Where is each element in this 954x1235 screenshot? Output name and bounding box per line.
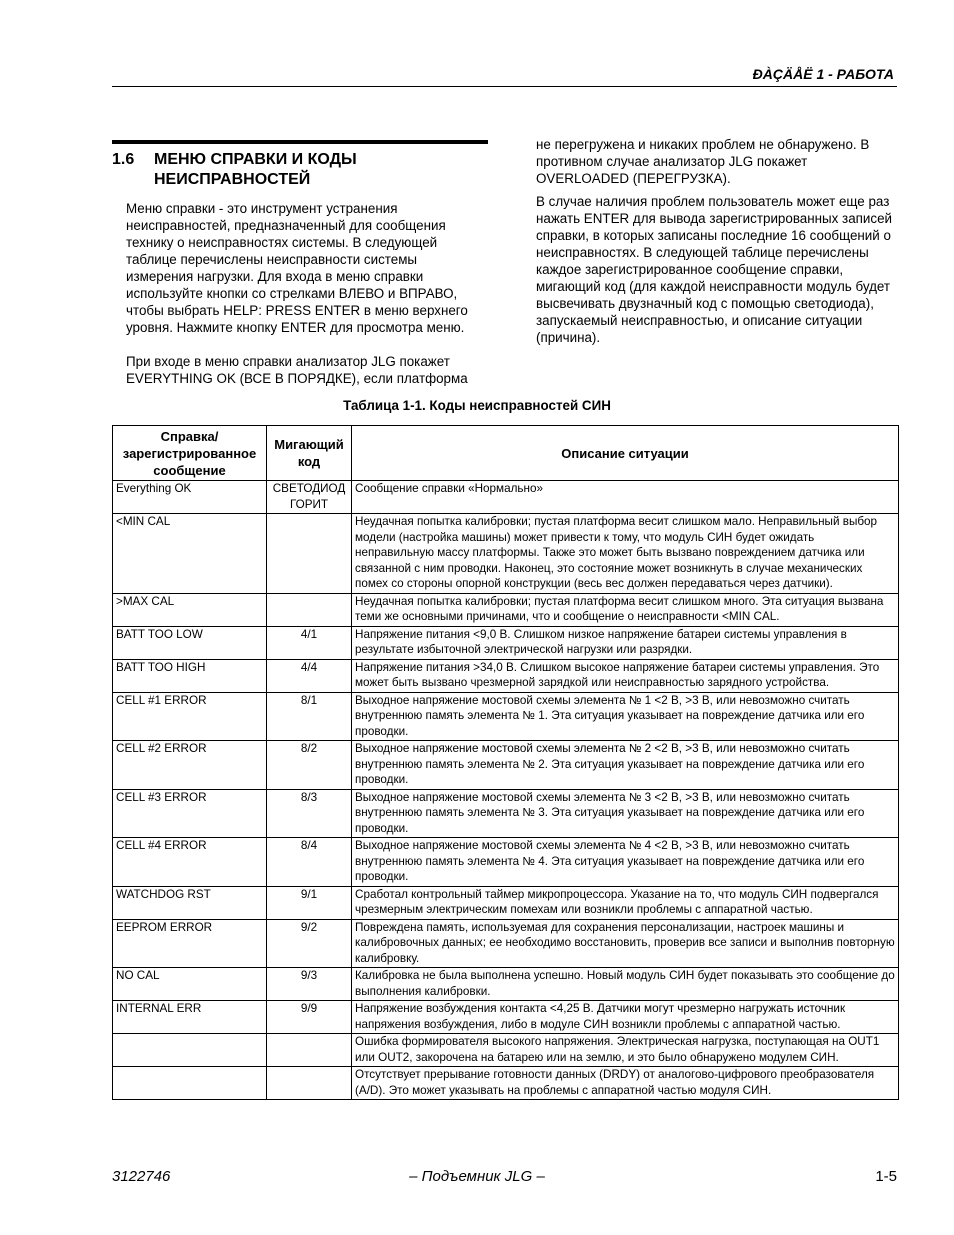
- message-cell: EEPROM ERROR: [113, 919, 267, 968]
- code-cell: 9/2: [267, 919, 352, 968]
- code-cell: 8/1: [267, 692, 352, 741]
- section-number: 1.6: [112, 151, 135, 168]
- table-row: [113, 1067, 899, 1100]
- table-row: [113, 741, 899, 790]
- table-row: [113, 1001, 899, 1034]
- message-cell: CELL #4 ERROR: [113, 838, 267, 887]
- section-title: МЕНЮ СПРАВКИ И КОДЫ НЕИСПРАВНОСТЕЙ: [154, 151, 357, 188]
- description-cell: Отсутствует прерывание готовности данных (DRDY) от аналогово-цифрового преобразователя (A/D). Это может указывать на проблемы с аппаратной частью модуля СИН.: [352, 1067, 899, 1100]
- header-rule: [112, 86, 897, 87]
- description-cell: Сработал контрольный таймер микропроцессора. Указание на то, что модуль СИН подвергался чрезмерным электрическим помехам или возникли проблемы с аппаратной частью.: [352, 886, 899, 919]
- code-cell: СВЕТОДИОД ГОРИТ: [267, 481, 352, 514]
- description-cell: Напряжение возбуждения контакта <4,25 В. Датчики могут чрезмерно нагружать источник напряжения возбуждения, либо в модуле СИН возникли проблемы с аппаратной частью.: [352, 1001, 899, 1034]
- body-paragraph: В случае наличия проблем пользователь может еще раз нажать ENTER для вывода зарегистрированных записей справки, в которых записаны последние 16 сообщений о неисправностях. В следующей таблице перечислены каждое зарегистрированное сообщение справки, мигающий код (для каждой неисправности модуль будет высвечивать двузначный код с помощью светодиода), запускаемый неисправностью, и описание ситуации (причина).: [536, 194, 892, 345]
- body-paragraph: не перегружена и никаких проблем не обнаружено. В противном случае анализатор JLG покажет OVERLOADED (ПЕРЕГРУЗКА).: [536, 137, 870, 186]
- left-column: [112, 140, 488, 387]
- table-row: [113, 692, 899, 741]
- message-cell: >MAX CAL: [113, 593, 267, 626]
- column-header-code: Мигающий код: [267, 426, 352, 481]
- description-cell: Напряжение питания <9,0 В. Слишком низкое напряжение батареи системы управления в результате избыточной электрической нагрузки или разрядки.: [352, 626, 899, 659]
- code-cell: 8/2: [267, 741, 352, 790]
- right-column: [536, 136, 898, 346]
- table-row: [113, 1034, 899, 1067]
- description-cell: Напряжение питания >34,0 В. Слишком высокое напряжение батареи системы управления. Это может быть вызвано чрезмерной зарядкой или неисправностью зарядного устройства.: [352, 659, 899, 692]
- description-cell: Выходное напряжение мостовой схемы элемента № 3 <2 В, >3 В, или невозможно считать внутреннюю память элемента № 3. Эта ситуация указывает на повреждение датчика или его проводки.: [352, 789, 899, 838]
- description-cell: Сообщение справки «Нормально»: [352, 481, 899, 514]
- code-cell: 8/4: [267, 838, 352, 887]
- table-row: [113, 789, 899, 838]
- table-row: [113, 886, 899, 919]
- table-row: [113, 514, 899, 594]
- body-paragraph: Меню справки - это инструмент устранения неисправностей, предназначенный для сообщения технику о неисправностях системы. В следующей таблице перечислены неисправности системы измерения нагрузки. Для входа в меню справки используйте кнопки со стрелками ВЛЕВО и ВПРАВО, чтобы выбрать HELP: PRESS ENTER в меню верхнего уровня. Нажмите кнопку ENTER для просмотра меню.: [126, 201, 468, 335]
- section-rule: [112, 140, 488, 144]
- message-cell: CELL #3 ERROR: [113, 789, 267, 838]
- message-cell: BATT TOO HIGH: [113, 659, 267, 692]
- description-cell: Выходное напряжение мостовой схемы элемента № 2 <2 В, >3 В, или невозможно считать внутреннюю память элемента № 2. Эта ситуация указывает на повреждение датчика или его проводки.: [352, 741, 899, 790]
- body-paragraph: При входе в меню справки анализатор JLG покажет EVERYTHING OK (ВСЕ В ПОРЯДКЕ), если платформа: [126, 354, 468, 386]
- code-cell: [267, 1034, 352, 1067]
- code-cell: [267, 593, 352, 626]
- table-row: [113, 659, 899, 692]
- running-header: ÐÀÇÄÅË 1 - РАБОТА: [752, 66, 894, 82]
- code-cell: 8/3: [267, 789, 352, 838]
- message-cell: WATCHDOG RST: [113, 886, 267, 919]
- table-row: [113, 626, 899, 659]
- code-cell: 9/9: [267, 1001, 352, 1034]
- code-cell: [267, 1067, 352, 1100]
- footer-title: – Подъемник JLG –: [409, 1168, 545, 1185]
- message-cell: [113, 1034, 267, 1067]
- table-caption: Таблица 1-1. Коды неисправностей СИН: [343, 398, 611, 413]
- table-row: [113, 593, 899, 626]
- description-cell: Выходное напряжение мостовой схемы элемента № 4 <2 В, >3 В, или невозможно считать внутреннюю память элемента № 4. Эта ситуация указывает на повреждение датчика или его проводки.: [352, 838, 899, 887]
- table-row: [113, 481, 899, 514]
- code-cell: 4/1: [267, 626, 352, 659]
- column-header-message: Справка/ зарегистрированное сообщение: [113, 426, 267, 481]
- message-cell: [113, 1067, 267, 1100]
- message-cell: <MIN CAL: [113, 514, 267, 594]
- fault-codes-table: [112, 425, 899, 1100]
- message-cell: BATT TOO LOW: [113, 626, 267, 659]
- code-cell: 4/4: [267, 659, 352, 692]
- description-cell: Неудачная попытка калибровки; пустая платформа весит слишком много. Эта ситуация вызвана теми же основными причинами, что и сообщение о неисправности <MIN CAL.: [352, 593, 899, 626]
- description-cell: Калибровка не была выполнена успешно. Новый модуль СИН будет показывать это сообщение до выполнения калибровки.: [352, 968, 899, 1001]
- section-heading: [112, 150, 488, 190]
- message-cell: INTERNAL ERR: [113, 1001, 267, 1034]
- message-cell: NO CAL: [113, 968, 267, 1001]
- table-header-row: [113, 426, 899, 481]
- code-cell: [267, 514, 352, 594]
- code-cell: 9/3: [267, 968, 352, 1001]
- message-cell: Everything OK: [113, 481, 267, 514]
- table-row: [113, 919, 899, 968]
- description-cell: Выходное напряжение мостовой схемы элемента № 1 <2 В, >3 В, или невозможно считать внутреннюю память элемента № 1. Эта ситуация указывает на повреждение датчика или его проводки.: [352, 692, 899, 741]
- page-number: 1-5: [875, 1168, 897, 1185]
- message-cell: CELL #2 ERROR: [113, 741, 267, 790]
- description-cell: Неудачная попытка калибровки; пустая платформа весит слишком мало. Неправильный выбор модели (настройка машины) может привести к тому, что модуль СИН будет ожидать неправильную массу платформы. Также это может быть вызвано повреждением датчика или связанной с ним проводки. Наконец, это состояние может возникнуть в случае механических помех со стороны опорной конструкции (весь вес должен передаваться через датчики).: [352, 514, 899, 594]
- table-row: [113, 968, 899, 1001]
- document-number: 3122746: [112, 1168, 171, 1185]
- description-cell: Ошибка формирователя высокого напряжения. Электрическая нагрузка, поступающая на OUT1 или OUT2, закорочена на батарею или на землю, и это было обнаружено модулем СИН.: [352, 1034, 899, 1067]
- message-cell: CELL #1 ERROR: [113, 692, 267, 741]
- description-cell: Повреждена память, используемая для сохранения персонализации, настроек машины и калибровочных данных; ее необходимо восстановить, проверив все записи и выполнив повторную калибровку.: [352, 919, 899, 968]
- table-body: [113, 481, 899, 1100]
- code-cell: 9/1: [267, 886, 352, 919]
- column-header-description: Описание ситуации: [352, 426, 899, 481]
- table-row: [113, 838, 899, 887]
